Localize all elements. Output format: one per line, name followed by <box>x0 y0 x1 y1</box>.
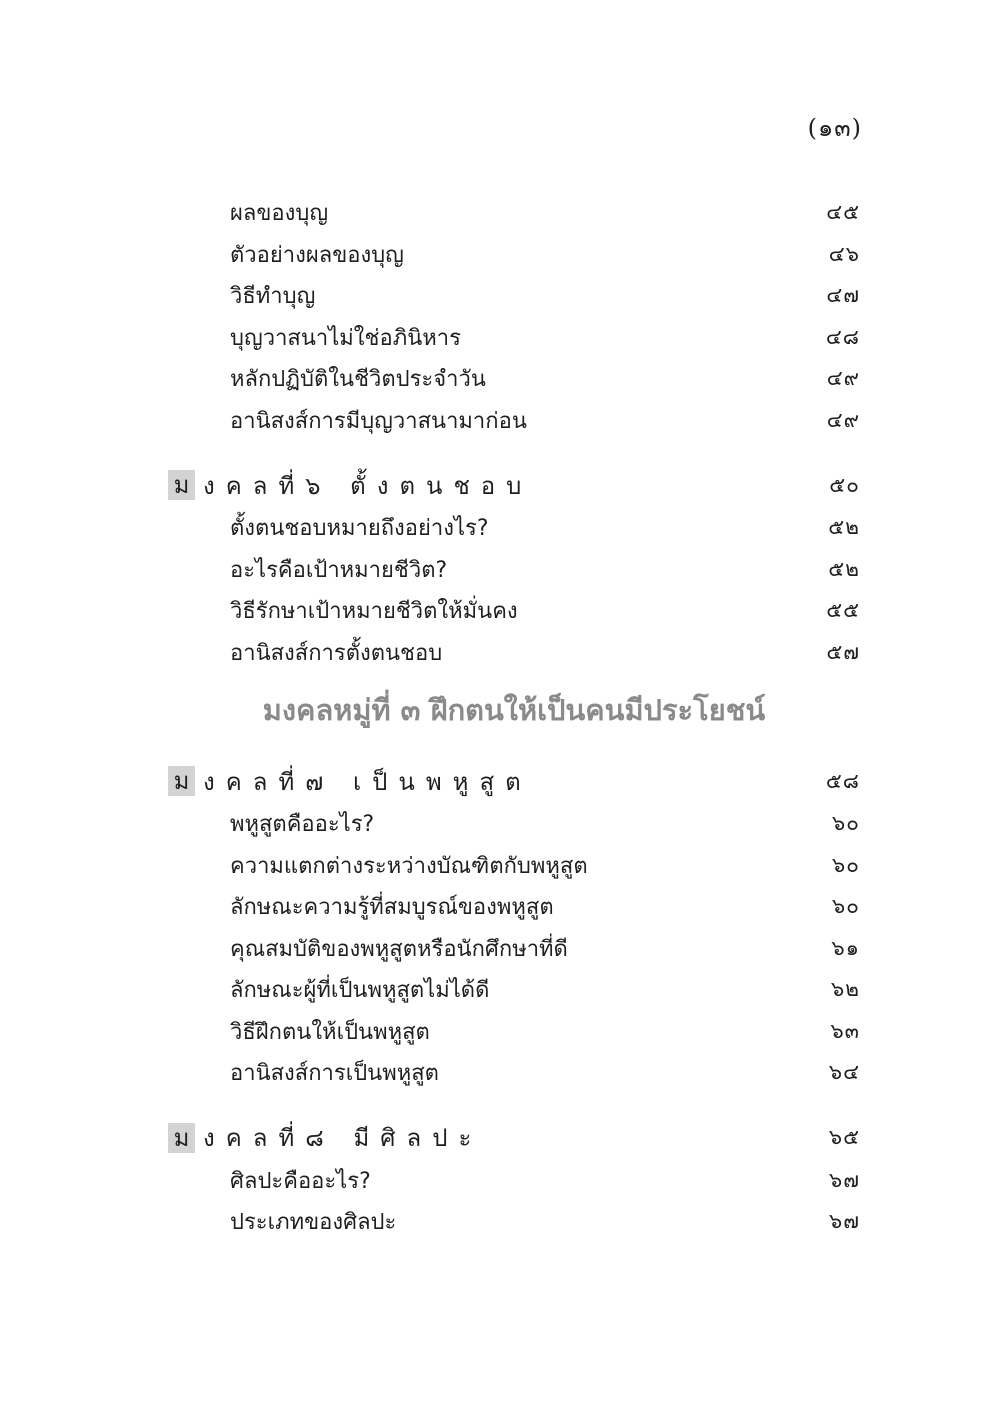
toc-entry[interactable] <box>168 969 860 1011</box>
chapter-heading-6[interactable] <box>168 463 860 507</box>
toc-entry-page: ๔๙ <box>826 407 860 432</box>
toc-entry[interactable] <box>168 1011 860 1053</box>
toc-entry-page: ๕๒ <box>828 515 860 540</box>
toc-entry[interactable] <box>168 632 860 674</box>
toc-entry[interactable] <box>168 234 860 276</box>
toc-entry-title: วิธีฝึกตนให้เป็นพหูสูต <box>230 1019 430 1045</box>
toc-entry[interactable] <box>168 507 860 549</box>
chapter-initial-highlight: ม <box>168 766 195 796</box>
toc-entry[interactable] <box>168 803 860 845</box>
toc-entry-page: ๖๐ <box>831 811 860 836</box>
toc-entry-title: ผลของบุญ <box>230 201 329 227</box>
toc-entry[interactable] <box>168 400 860 442</box>
toc-entry-title: ตัวอย่างผลของบุญ <box>230 242 404 268</box>
toc-entry[interactable] <box>168 549 860 591</box>
toc-entry-title: ตั้งตนชอบหมายถึงอย่างไร? <box>230 516 489 542</box>
chapter-page: ๕๐ <box>829 472 860 497</box>
toc-entry-title: อานิสงส์การตั้งตนชอบ <box>230 640 443 666</box>
toc-entry[interactable] <box>168 358 860 400</box>
toc-entry-title: อะไรคือเป้าหมายชีวิต? <box>230 557 448 583</box>
toc-entry-title: ประเภทของศิลปะ <box>230 1210 397 1236</box>
chapter-title-text: งคลที่๗ เป็นพหูสูต <box>203 767 532 796</box>
chapter-heading-7[interactable] <box>168 759 860 803</box>
spacer <box>168 441 860 463</box>
chapter-title-text: งคลที่๖ ตั้งตนชอบ <box>203 471 533 500</box>
toc-entry-title: อานิสงส์การเป็นพหูสูต <box>230 1061 439 1087</box>
chapter-heading-8[interactable] <box>168 1116 860 1160</box>
page-number: (๑๓) <box>807 114 862 142</box>
toc-entry-page: ๔๖ <box>828 241 860 266</box>
toc-entry-page: ๖๐ <box>831 894 860 919</box>
toc-entry-page: ๖๓ <box>830 1018 860 1043</box>
toc-entry[interactable] <box>168 1201 860 1243</box>
spacer <box>168 1094 860 1116</box>
toc-entry-title: วิธีทำบุญ <box>230 284 316 310</box>
toc-entry[interactable] <box>168 928 860 970</box>
toc-entry-page: ๖๗ <box>828 1167 860 1192</box>
toc-entry-page: ๖๐ <box>831 852 860 877</box>
toc-entry-page: ๖๗ <box>828 1209 860 1234</box>
chapter-initial-highlight: ม <box>168 470 195 500</box>
toc-entry-title: หลักปฏิบัติในชีวิตประจำวัน <box>230 367 486 393</box>
toc-entry-title: ลักษณะความรู้ที่สมบูรณ์ของพหูสูต <box>230 895 554 921</box>
toc-entry-page: ๔๙ <box>826 366 860 391</box>
toc-entry-page: ๖๑ <box>831 935 860 960</box>
chapter-title <box>168 762 532 801</box>
section-title: มงคลหมู่ที่ ๓ ฝึกตนให้เป็นคนมีประโยชน์ <box>262 693 766 727</box>
toc-entry-page: ๕๗ <box>826 639 860 664</box>
chapter-title <box>168 466 532 505</box>
toc-entry-title: ความแตกต่างระหว่างบัณฑิตกับพหูสูต <box>230 853 588 879</box>
toc-entry-title: บุญวาสนาไม่ใช่อภินิหาร <box>230 325 461 351</box>
table-of-contents <box>168 192 860 1243</box>
toc-entry[interactable] <box>168 1052 860 1094</box>
toc-entry-title: คุณสมบัติของพหูสูตหรือนักศึกษาที่ดี <box>230 936 568 962</box>
toc-entry[interactable] <box>168 275 860 317</box>
toc-entry-title: พหูสูตคืออะไร? <box>230 812 375 838</box>
toc-entry-page: ๕๒ <box>828 556 860 581</box>
toc-entry[interactable] <box>168 192 860 234</box>
chapter-page: ๕๘ <box>825 768 860 793</box>
toc-entry[interactable] <box>168 590 860 632</box>
chapter-page: ๖๕ <box>828 1125 860 1149</box>
toc-entry-page: ๖๔ <box>828 1060 860 1085</box>
chapter-title <box>168 1118 482 1157</box>
toc-entry-title: อานิสงส์การมีบุญวาสนามาก่อน <box>230 408 527 434</box>
toc-entry[interactable] <box>168 886 860 928</box>
chapter-initial-highlight: ม <box>168 1123 195 1153</box>
toc-entry-page: ๔๘ <box>825 324 860 349</box>
toc-entry[interactable] <box>168 845 860 887</box>
toc-entry-title: ศิลปะคืออะไร? <box>230 1168 371 1194</box>
toc-entry[interactable] <box>168 317 860 359</box>
chapter-title-text: งคลที่๘ มีศิลปะ <box>203 1124 483 1152</box>
toc-entry-page: ๔๕ <box>826 200 860 225</box>
toc-entry-page: ๖๒ <box>830 977 860 1002</box>
toc-entry[interactable] <box>168 1160 860 1202</box>
toc-entry-page: ๕๕ <box>826 598 860 623</box>
toc-entry-page: ๔๗ <box>826 283 860 308</box>
toc-entry-title: วิธีรักษาเป้าหมายชีวิตให้มั่นคง <box>230 599 518 625</box>
toc-entry-title: ลักษณะผู้ที่เป็นพหูสูตไม่ได้ดี <box>230 978 490 1004</box>
